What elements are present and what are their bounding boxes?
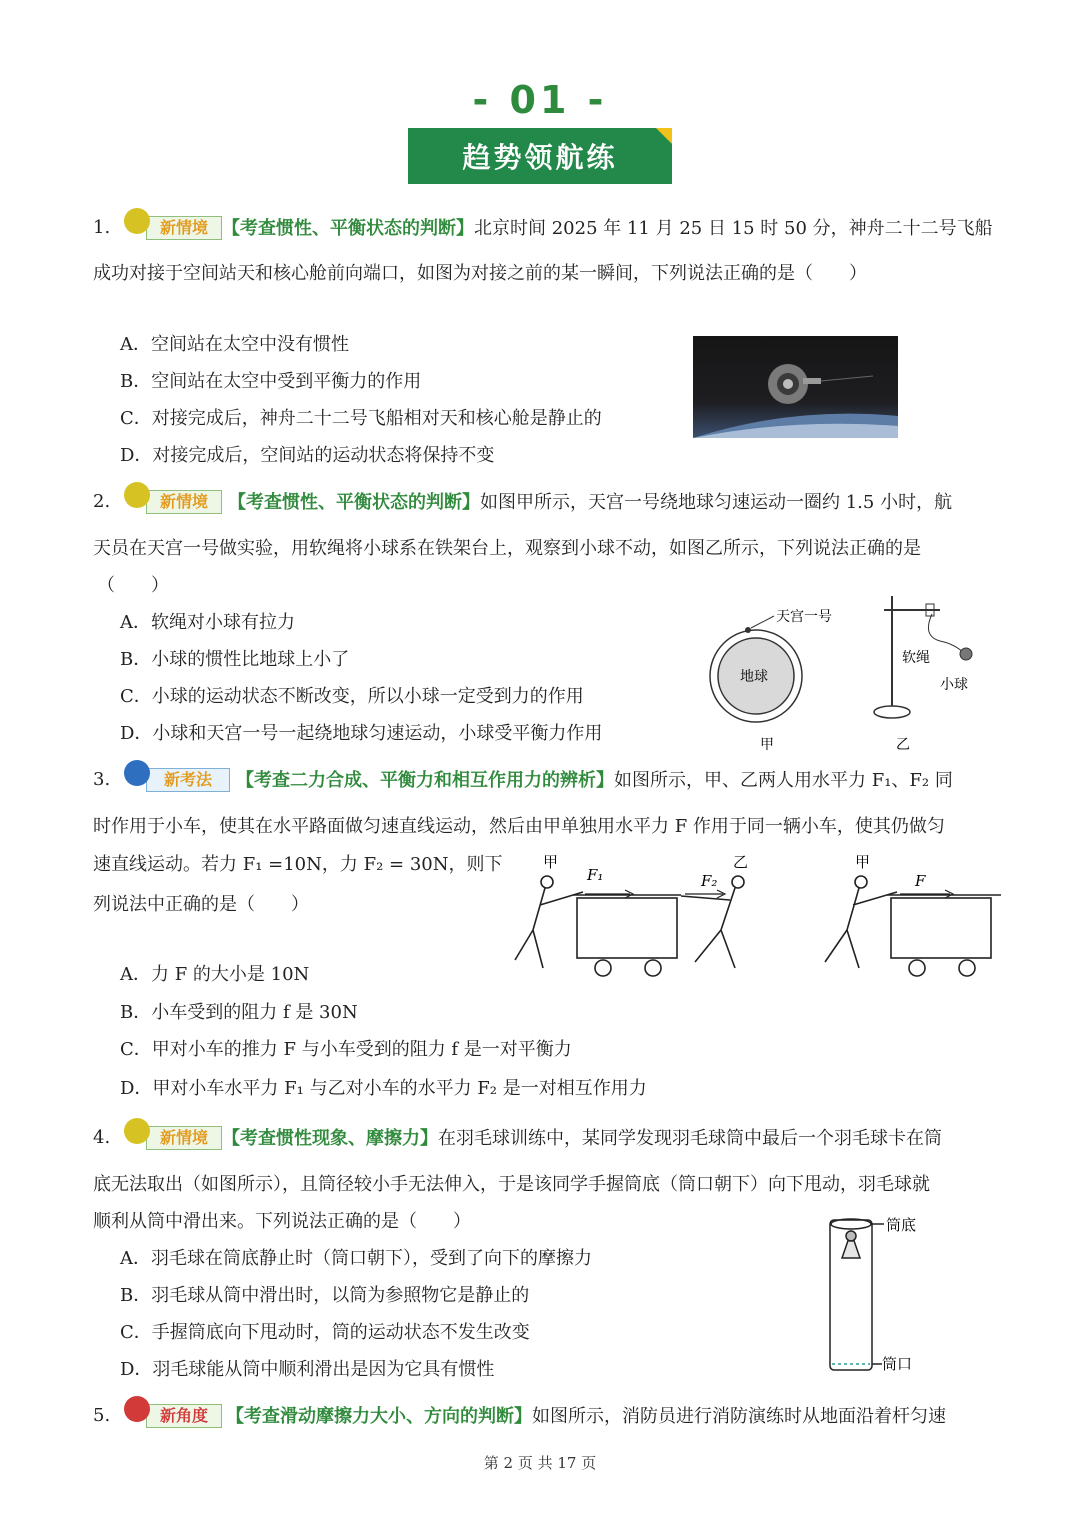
question-5-line-1 (226, 1405, 946, 1429)
question-1-line-1 (222, 217, 993, 241)
badge-new-angle (124, 1396, 224, 1424)
question-3-line-1 (236, 769, 953, 793)
question-3-option-b: B．小车受到的阻力 f 是 30N (120, 1002, 358, 1023)
badge-new-context (124, 1118, 224, 1146)
label-station: 天宫一号 (776, 609, 832, 625)
label-f: F (915, 872, 926, 890)
cart-scene-one-person (825, 876, 1001, 976)
question-4-stem: 在羽毛球训练中，某同学发现羽毛球筒中最后一个羽毛球卡在筒 (438, 1128, 942, 1149)
label-earth: 地球 (740, 669, 768, 685)
question-2-topic: 【考查惯性、平衡状态的判断】 (228, 492, 480, 513)
label-jia-2: 甲 (855, 853, 871, 871)
question-4-line-1 (222, 1127, 942, 1151)
question-2-option-a: A．软绳对小球有拉力 (120, 612, 295, 633)
question-3-option-a: A．力 F 的大小是 10N (120, 964, 310, 985)
question-4-topic: 【考查惯性现象、摩擦力】 (222, 1128, 438, 1149)
label-yi: 乙 (733, 853, 749, 871)
space-station-photo (693, 336, 898, 438)
badge-label: 新考法 (146, 768, 230, 792)
question-3-figure (495, 850, 1010, 985)
section-title-banner (408, 128, 672, 184)
caption-yi: 乙 (896, 737, 910, 753)
badge-label: 新情境 (146, 1126, 222, 1150)
question-3-option-c: C．甲对小车的推力 F 与小车受到的阻力 f 是一对平衡力 (120, 1039, 572, 1060)
figure-iron-stand (874, 596, 972, 753)
badge-label: 新角度 (146, 1404, 222, 1428)
question-2-line-3: （ ） (97, 575, 169, 596)
label-rope: 软绳 (902, 650, 930, 666)
badge-icon (124, 760, 150, 786)
question-2-line-1 (228, 491, 952, 515)
badge-new-context (124, 208, 224, 236)
figure-orbit (710, 609, 832, 753)
question-4-option-a: A．羽毛球在筒底静止时（筒口朝下），受到了向下的摩擦力 (120, 1248, 592, 1269)
question-3-line-4: 列说法中正确的是（ ） (93, 894, 309, 915)
question-4-line-3: 顺利从筒中滑出来。下列说法正确的是（ ） (93, 1211, 471, 1232)
question-1-stem: 北京时间 2025 年 11 月 25 日 15 时 50 分，神舟二十二号飞船 (474, 218, 993, 239)
question-2-number: 2. (93, 491, 111, 512)
question-1-line-2: 成功对接于空间站天和核心舱前向端口，如图为对接之前的某一瞬间，下列说法正确的是（ ） (93, 263, 867, 284)
question-5-stem: 如图所示，消防员进行消防演练时从地面沿着杆匀速 (532, 1406, 946, 1427)
question-4-option-b: B．羽毛球从筒中滑出时，以筒为参照物它是静止的 (120, 1285, 530, 1306)
badge-icon (124, 482, 150, 508)
shuttlecock-tube (830, 1219, 884, 1370)
question-1-number: 1. (93, 217, 111, 238)
question-2-option-b: B．小球的惯性比地球上小了 (120, 649, 350, 670)
badge-icon (124, 1118, 150, 1144)
question-2-stem: 如图甲所示，天宫一号绕地球匀速运动一圈约 1.5 小时，航 (480, 492, 953, 513)
question-2-option-d: D．小球和天宫一号一起绕地球匀速运动，小球受平衡力作用 (120, 723, 603, 744)
banner-corner-decoration (656, 128, 672, 144)
question-4-figure (820, 1210, 930, 1380)
label-ball: 小球 (940, 677, 968, 693)
label-f2: F₂ (701, 872, 718, 890)
question-4-line-2: 底无法取出（如图所示），且筒径较小手无法伸入，于是该同学手握筒底（筒口朝下）向下甩动，羽毛球就 (93, 1174, 930, 1195)
question-3-number: 3. (93, 769, 111, 790)
page-footer: 第 2 页 共 17 页 (483, 1454, 597, 1472)
label-tube-bottom: 筒底 (886, 1216, 917, 1234)
question-3-option-d: D．甲对小车水平力 F₁ 与乙对小车的水平力 F₂ 是一对相互作用力 (120, 1078, 647, 1099)
section-title: 趋势领航练 (462, 141, 618, 174)
label-jia: 甲 (543, 853, 559, 871)
question-3-stem: 如图所示，甲、乙两人用水平力 F₁、F₂ 同 (614, 770, 953, 791)
question-5-number: 5. (93, 1405, 111, 1426)
question-3-line-2: 时作用于小车，使其在水平路面做匀速直线运动，然后由甲单独用水平力 F 作用于同一辆小车，使其仍做匀 (93, 816, 945, 837)
label-f1: F₁ (587, 866, 604, 884)
question-3-line-3: 速直线运动。若力 F₁ =10N，力 F₂ = 30N，则下 (93, 854, 503, 875)
question-4-option-d: D．羽毛球能从筒中顺利滑出是因为它具有惯性 (120, 1359, 495, 1380)
question-1-topic: 【考查惯性、平衡状态的判断】 (222, 218, 474, 239)
question-1-option-d: D．对接完成后，空间站的运动状态将保持不变 (120, 445, 495, 466)
question-1-option-b: B．空间站在太空中受到平衡力的作用 (120, 371, 422, 392)
question-1-option-c: C．对接完成后，神舟二十二号飞船相对天和核心舱是静止的 (120, 408, 602, 429)
cart-scene-two-people (515, 876, 744, 976)
question-4-option-c: C．手握筒底向下甩动时，筒的运动状态不发生改变 (120, 1322, 530, 1343)
badge-icon (124, 1396, 150, 1422)
section-number: - 01 - (472, 78, 608, 122)
question-3-topic: 【考查二力合成、平衡力和相互作用力的辨析】 (236, 770, 614, 791)
question-2-option-c: C．小球的运动状态不断改变，所以小球一定受到力的作用 (120, 686, 584, 707)
badge-label: 新情境 (146, 490, 222, 514)
question-2-figure (700, 596, 990, 756)
question-5-topic: 【考查滑动摩擦力大小、方向的判断】 (226, 1406, 532, 1427)
badge-label: 新情境 (146, 216, 222, 240)
question-1-option-a: A．空间站在太空中没有惯性 (120, 334, 349, 355)
badge-icon (124, 208, 150, 234)
question-4-number: 4. (93, 1127, 111, 1148)
badge-new-context (124, 482, 224, 510)
badge-new-method (124, 760, 232, 788)
question-2-line-2: 天员在天宫一号做实验，用软绳将小球系在铁架台上，观察到小球不动，如图乙所示，下列说法正确的是 (93, 538, 921, 559)
caption-jia: 甲 (760, 737, 774, 753)
label-tube-mouth: 筒口 (882, 1355, 913, 1373)
